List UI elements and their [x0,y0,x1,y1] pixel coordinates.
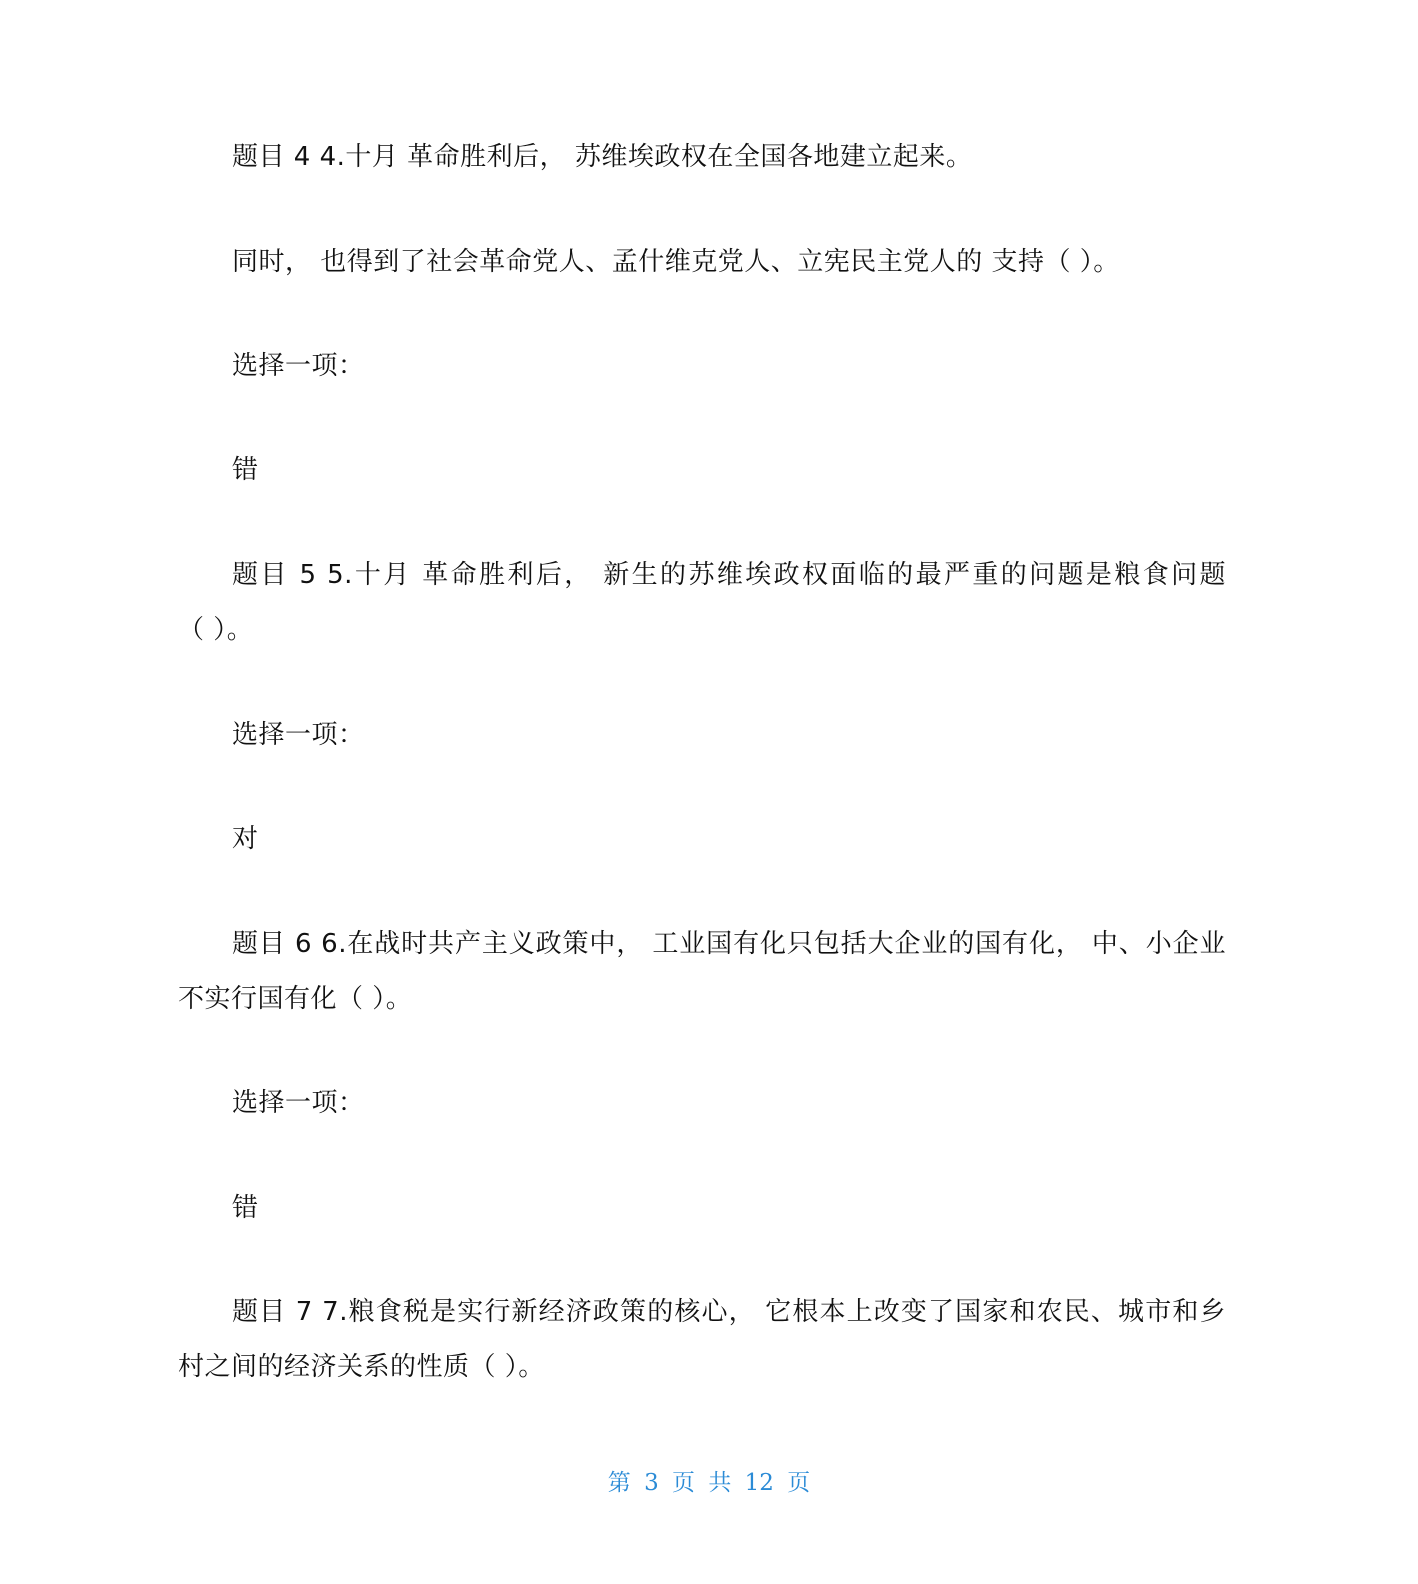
q4-answer: 错 [232,455,259,485]
q6-answer: 错 [232,1193,259,1223]
q5-statement-line-1: 题目 5 5.十月 革命胜利后， 新生的苏维埃政权面临的最严重的问题是粮食问题 [232,560,1226,590]
q6-choose-label: 选择一项： [232,1088,365,1118]
q4-choose-label: 选择一项： [232,351,365,381]
q4-statement-line-2: 同时， 也得到了社会革命党人、孟什维克党人、立宪民主党人的 支持（ ）。 [232,247,1120,277]
q5-statement-line-2: （ ）。 [178,615,254,645]
q5-answer: 对 [232,824,259,854]
page-number-footer: 第 3 页 共 12 页 [607,1470,811,1496]
q7-statement-line-1: 题目 7 7.粮食税是实行新经济政策的核心， 它根本上改变了国家和农民、城市和乡 [232,1297,1226,1327]
q4-statement-line-1: 题目 4 4.十月 革命胜利后， 苏维埃政权在全国各地建立起来。 [232,142,973,172]
q5-choose-label: 选择一项： [232,720,365,750]
q6-statement-line-1: 题目 6 6.在战时共产主义政策中， 工业国有化只包括大企业的国有化， 中、小企业 [232,929,1226,959]
q7-statement-line-2: 村之间的经济关系的性质（ ）。 [178,1352,545,1382]
q6-statement-line-2: 不实行国有化（ ）。 [178,984,413,1014]
